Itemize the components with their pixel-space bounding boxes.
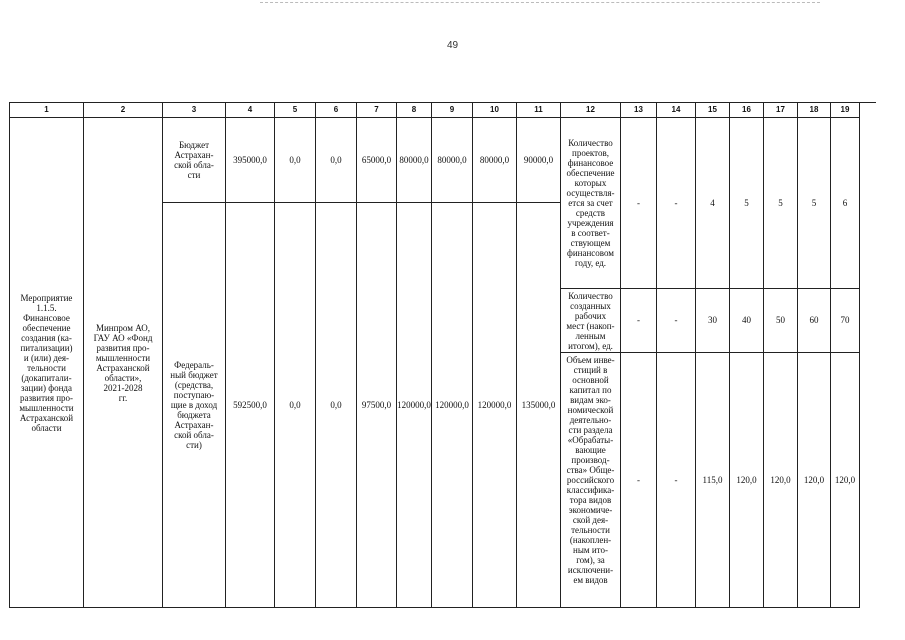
federal-value: 0,0 <box>275 203 316 608</box>
indicator-jobs-value: 70 <box>831 289 860 353</box>
col-header-10: 10 <box>473 103 517 118</box>
col-header-18: 18 <box>798 103 831 118</box>
col-header-3: 3 <box>163 103 226 118</box>
indicator-projects-name: Количество проектов, финансовое обеспечение которых осуществля- ется за счет средств учреждения в соответ- ствующем финансовом году, ед. <box>561 118 621 289</box>
col-header-19: 19 <box>831 103 860 118</box>
program-table <box>9 102 876 608</box>
indicator-jobs-name: Количество созданных рабочих мест (накоп- ленным итогом), ед. <box>561 289 621 353</box>
col-header-9: 9 <box>432 103 473 118</box>
indicator-jobs-value: 60 <box>798 289 831 353</box>
regional-value: 90000,0 <box>517 118 561 203</box>
indicator-projects-value: 6 <box>831 118 860 289</box>
executor-cell: Минпром АО, ГАУ АО «Фонд развития про- мышленности Астраханской области», 2021-2028 гг. <box>84 118 163 608</box>
indicator-investment-value: 120,0 <box>831 353 860 608</box>
indicator-investment-value: - <box>621 353 657 608</box>
regional-value: 0,0 <box>275 118 316 203</box>
indicator-investment-value: 115,0 <box>696 353 730 608</box>
indicator-jobs-value: 40 <box>730 289 764 353</box>
indicator-investment-value: - <box>657 353 696 608</box>
indicator-jobs-value: 30 <box>696 289 730 353</box>
federal-value: 120000,0 <box>397 203 432 608</box>
indicator-investment-value: 120,0 <box>798 353 831 608</box>
indicator-projects-value: - <box>621 118 657 289</box>
col-header-4: 4 <box>226 103 275 118</box>
col-header-1: 1 <box>10 103 84 118</box>
federal-value: 120000,0 <box>432 203 473 608</box>
col-header-12: 12 <box>561 103 621 118</box>
col-header-11: 11 <box>517 103 561 118</box>
indicator-projects-value: 4 <box>696 118 730 289</box>
activity-cell: Мероприятие 1.1.5. Финансовое обеспечение создания (ка- питализации) и (или) дея- тельности (докапитали- зации) фонда развития про- мышленности Астраханской области <box>10 118 84 608</box>
indicator-projects-value: 5 <box>730 118 764 289</box>
col-header-7: 7 <box>357 103 397 118</box>
federal-value: 0,0 <box>316 203 357 608</box>
indicator-investment-value: 120,0 <box>764 353 798 608</box>
indicator-projects-value: - <box>657 118 696 289</box>
col-header-8: 8 <box>397 103 432 118</box>
regional-value: 0,0 <box>316 118 357 203</box>
regional-value: 65000,0 <box>357 118 397 203</box>
col-header-14: 14 <box>657 103 696 118</box>
indicator-projects-value: 5 <box>764 118 798 289</box>
federal-total: 592500,0 <box>226 203 275 608</box>
indicator-projects-value: 5 <box>798 118 831 289</box>
regional-total: 395000,0 <box>226 118 275 203</box>
indicator-jobs-value: - <box>621 289 657 353</box>
federal-value: 135000,0 <box>517 203 561 608</box>
col-header-17: 17 <box>764 103 798 118</box>
col-header-16: 16 <box>730 103 764 118</box>
regional-value: 80000,0 <box>473 118 517 203</box>
indicator-investment-name: Объем инве- стиций в основной капитал по видам эко- номической деятельно- сти раздела «Обрабаты- вающие производ- ства» Обще- российского классифика- тора видов экономиче- ской дея- тельности (накоплен- ным ито- гом), за исключени- ем видов <box>561 353 621 608</box>
funding-source-federal: Федераль- ный бюджет (средства, поступаю- щие в доход бюджета Астрахан- ской обла- сти) <box>163 203 226 608</box>
federal-value: 120000,0 <box>473 203 517 608</box>
col-header-6: 6 <box>316 103 357 118</box>
col-header-2: 2 <box>84 103 163 118</box>
funding-source-regional: Бюджет Астрахан- ской обла- сти <box>163 118 226 203</box>
scan-artifact-line <box>260 2 820 4</box>
col-header-13: 13 <box>621 103 657 118</box>
indicator-investment-value: 120,0 <box>730 353 764 608</box>
regional-value: 80000,0 <box>397 118 432 203</box>
indicator-jobs-value: - <box>657 289 696 353</box>
page-number: 49 <box>446 40 459 51</box>
col-header-15: 15 <box>696 103 730 118</box>
indicator-jobs-value: 50 <box>764 289 798 353</box>
federal-value: 97500,0 <box>357 203 397 608</box>
regional-value: 80000,0 <box>432 118 473 203</box>
col-header-5: 5 <box>275 103 316 118</box>
